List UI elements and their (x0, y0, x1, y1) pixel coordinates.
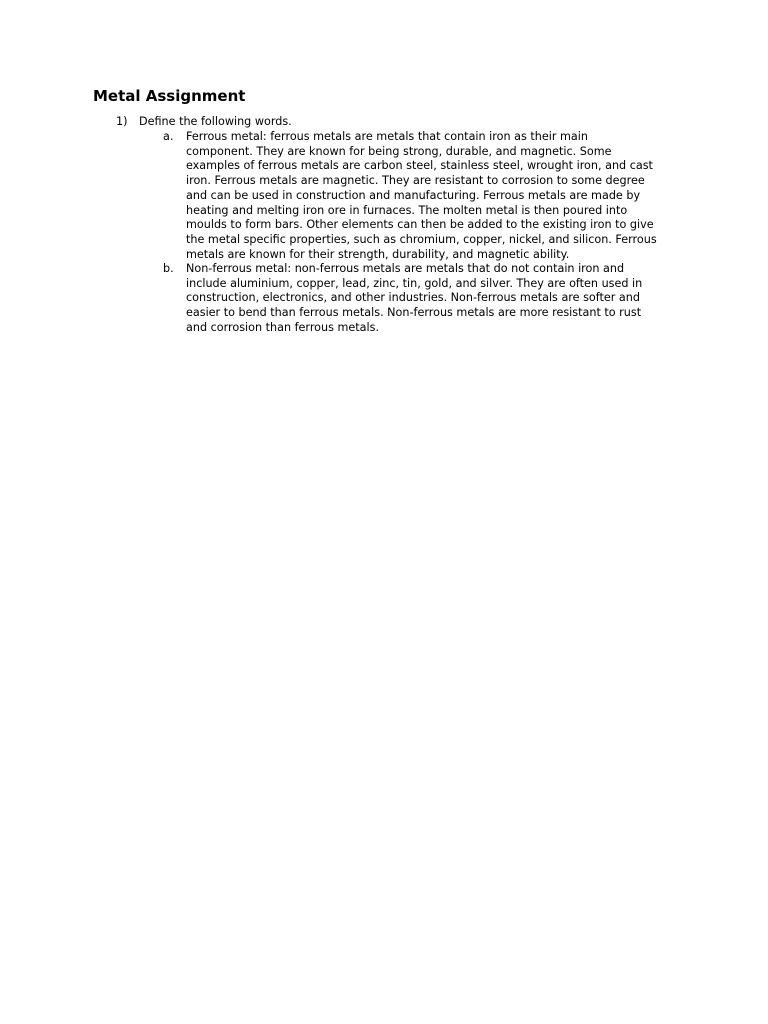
text-line: and corrosion than ferrous metals. (186, 320, 380, 334)
text-line: the metal specific properties, such as chromium, copper, nickel, and silicon. Ferrous (186, 232, 657, 246)
text-line: examples of ferrous metals are carbon steel, stainless steel, wrought iron, and cast (186, 159, 653, 173)
text-line: easier to bend than ferrous metals. Non-ferrous metals are more resistant to rust (186, 306, 642, 320)
document-title: Metal Assignment (93, 87, 246, 105)
text-line: construction, electronics, and other industries. Non-ferrous metals are softer and (186, 291, 640, 305)
text-line: and can be used in construction and manufacturing. Ferrous metals are made by (186, 188, 641, 202)
text-line: Non-ferrous metal: non-ferrous metals are metals that do not contain iron and (186, 262, 625, 275)
text-line: heating and melting iron ore in furnaces. The molten metal is then poured into (186, 203, 628, 217)
definition-marker: a. (163, 130, 174, 143)
text-line: Ferrous metal: ferrous metals are metals that contain iron as their main (186, 130, 588, 143)
text-line: metals are known for their strength, durability, and magnetic ability. (186, 247, 570, 261)
definition-text (186, 262, 678, 336)
question-text: Define the following words. (139, 115, 292, 128)
text-line: moulds to form bars. Other elements can then be added to the existing iron to give (186, 218, 654, 232)
text-line: component. They are known for being strong, durable, and magnetic. Some (186, 144, 612, 158)
definition-marker: b. (163, 262, 174, 275)
text-line: iron. Ferrous metals are magnetic. They are resistant to corrosion to some degree (186, 174, 645, 188)
definition-text (186, 130, 678, 262)
question-number: 1) (116, 115, 128, 128)
text-line: include aluminium, copper, lead, zinc, tin, gold, and silver. They are often used in (186, 276, 643, 290)
